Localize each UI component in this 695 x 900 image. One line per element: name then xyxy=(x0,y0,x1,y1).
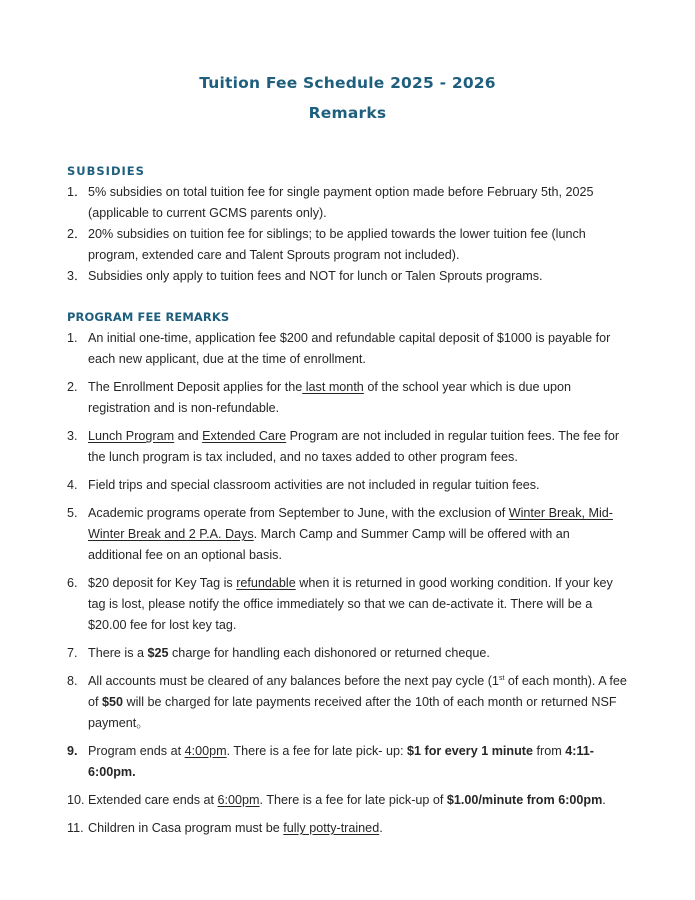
item-text: . March Camp and Summer Camp will be offered with an additional fee on an optional basis. xyxy=(88,527,570,562)
bold-text: $1.00/minute from 6:00pm xyxy=(446,793,603,807)
document-title: Tuition Fee Schedule 2025 - 2026 xyxy=(199,74,496,92)
item-number: 11. xyxy=(67,821,84,835)
list-item xyxy=(67,671,627,734)
bold-text: $1 for every 1 minute xyxy=(407,744,533,758)
item-number: 3. xyxy=(67,429,78,443)
item-text: will be charged for late payments received after the 10th of each month or returned NSF payment。 xyxy=(88,695,617,730)
item-number: 1. xyxy=(67,331,78,345)
item-number: 7. xyxy=(67,646,78,660)
item-number: 10. xyxy=(67,793,85,807)
program-fee-remarks-list xyxy=(67,328,627,846)
underlined-text: 6:00pm xyxy=(217,793,260,807)
item-text: Academic programs operate from September to June, with the exclusion of xyxy=(88,506,509,520)
item-text: . xyxy=(602,793,606,807)
item-text: 20% subsidies on tuition fee for siblings; to be applied towards the lower tuition fee (lunch program, extended care and Talent Sprouts program not included). xyxy=(88,227,586,262)
item-text: Field trips and special classroom activities are not included in regular tuition fees. xyxy=(88,478,540,492)
item-number: 8. xyxy=(67,674,78,688)
list-item xyxy=(67,643,627,664)
underlined-text: Extended Care xyxy=(202,429,287,443)
item-text: Subsidies only apply to tuition fees and NOT for lunch or Talen Sprouts programs. xyxy=(88,269,543,283)
list-item xyxy=(67,266,627,287)
underlined-text: fully potty-trained xyxy=(283,821,380,835)
document-subtitle: Remarks xyxy=(308,104,387,122)
item-text: There is a xyxy=(88,646,148,660)
list-item xyxy=(67,182,627,224)
underlined-text: 4:00pm xyxy=(184,744,227,758)
underlined-text: refundable xyxy=(236,576,296,590)
bold-text: $50 xyxy=(102,695,124,709)
item-number: 2. xyxy=(67,380,78,394)
item-text: of the school year which is due upon registration and is non-refundable. xyxy=(88,380,572,415)
subsidies-list xyxy=(67,182,627,287)
item-text: Extended care ends at xyxy=(88,793,218,807)
item-text: $20 deposit for Key Tag is xyxy=(88,576,237,590)
item-text: of each month). A fee of xyxy=(88,674,627,709)
list-item xyxy=(67,475,627,496)
item-text: . There is a fee for late pick-up of xyxy=(259,793,447,807)
item-text: . There is a fee for late pick- up: xyxy=(226,744,407,758)
underlined-text: Lunch Program xyxy=(88,429,175,443)
list-item xyxy=(67,741,627,783)
underlined-text: Winter Break, Mid-Winter Break and 2 P.A. Days xyxy=(88,506,613,541)
subsidies-heading: SUBSIDIES xyxy=(67,164,145,178)
list-item xyxy=(67,328,627,370)
item-number: 4. xyxy=(67,478,78,492)
item-number: 1． xyxy=(67,185,87,199)
item-text: The Enrollment Deposit applies for the xyxy=(88,380,303,394)
underlined-text: last month xyxy=(302,380,364,394)
item-text: An initial one-time, application fee $200 and refundable capital deposit of $1000 is payable for each new applicant, due at the time of enrollment. xyxy=(88,331,611,366)
list-item xyxy=(67,573,627,636)
list-item xyxy=(67,818,627,839)
list-item xyxy=(67,377,627,419)
item-text: . xyxy=(379,821,383,835)
item-text: Program ends at xyxy=(88,744,185,758)
item-number: 2． xyxy=(67,227,87,241)
list-item xyxy=(67,426,627,468)
item-text: and xyxy=(174,429,203,443)
bold-text: 4:11-6:00pm. xyxy=(88,744,594,779)
list-item xyxy=(67,790,627,811)
item-number: 5. xyxy=(67,506,78,520)
item-text: charge for handling each dishonored or returned cheque. xyxy=(168,646,490,660)
item-text: 5% subsidies on total tuition fee for single payment option made before February 5th, 2025 (applicable to current GCMS parents only). xyxy=(88,185,594,220)
item-text: Children in Casa program must be xyxy=(88,821,284,835)
program-fee-remarks-heading: PROGRAM FEE REMARKS xyxy=(67,310,230,324)
bold-text: $25 xyxy=(147,646,169,660)
superscript: st xyxy=(498,675,505,682)
item-text: All accounts must be cleared of any balances before the next pay cycle (1 xyxy=(88,674,499,688)
item-text: when it is returned in good working condition. If your key tag is lost, please notify the office immediately so that we can de-activate it. There will be a $20.00 fee for lost key tag. xyxy=(88,576,613,632)
item-number: 9. xyxy=(67,744,78,758)
list-item xyxy=(67,503,627,566)
list-item xyxy=(67,224,627,266)
item-text: from xyxy=(533,744,566,758)
item-text: Program are not included in regular tuition fees. The fee for the lunch program is tax included, and no taxes added to other program fees. xyxy=(88,429,620,464)
item-number: 3． xyxy=(67,269,87,283)
item-number: 6. xyxy=(67,576,78,590)
